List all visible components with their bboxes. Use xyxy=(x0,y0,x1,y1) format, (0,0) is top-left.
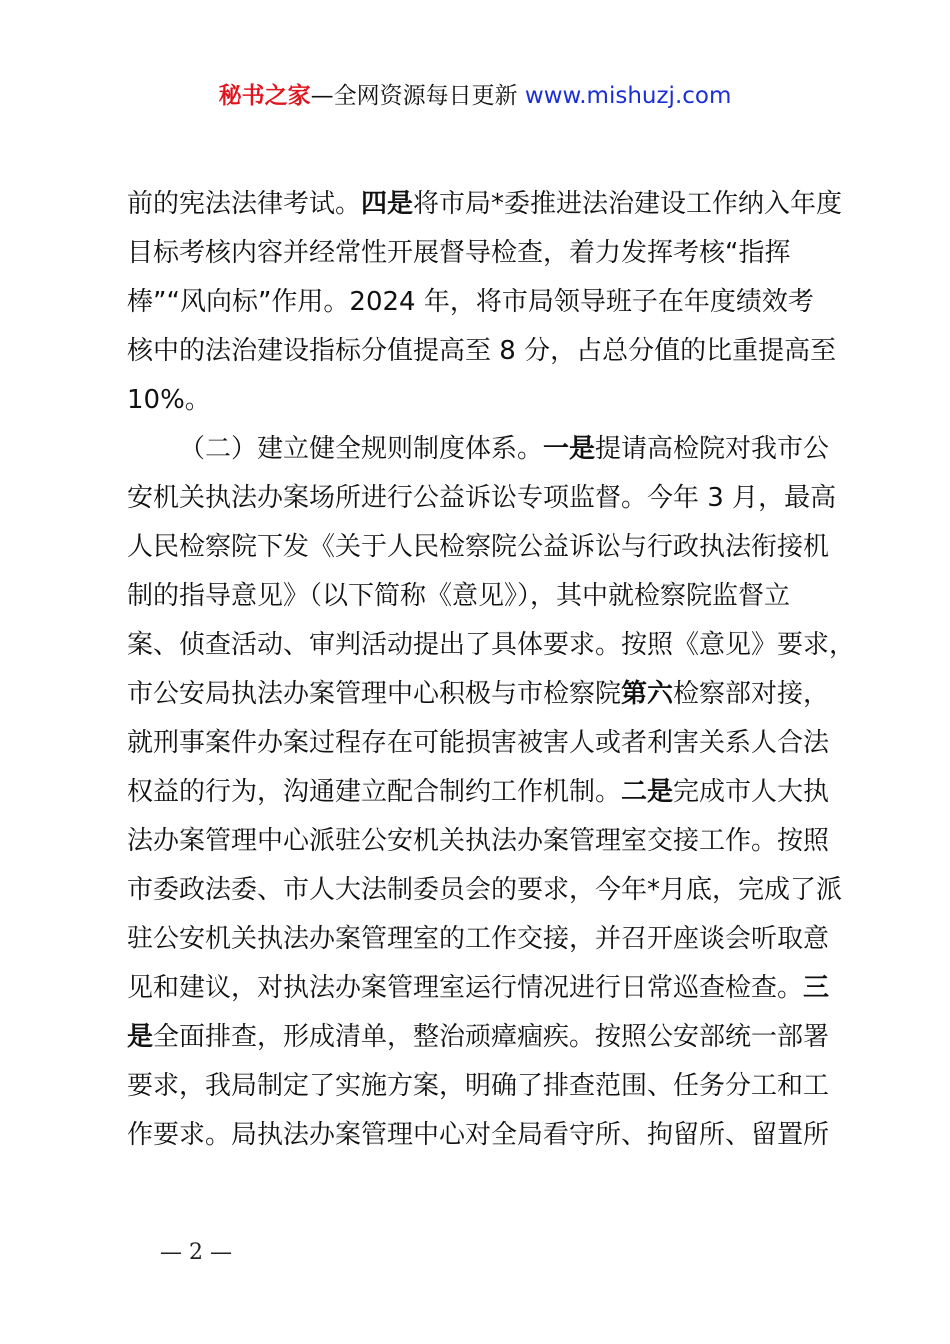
text-line: 作要求。局执法办案管理中心对全局看守所、拘留所、留置所 xyxy=(127,1120,830,1150)
bold-keyword: 一是 xyxy=(543,434,596,464)
bold-keyword: 是 xyxy=(127,1022,154,1052)
bold-keyword: 第六 xyxy=(621,679,674,709)
text-line: 案、侦查活动、审判活动提出了具体要求。按照《意见》要求， xyxy=(127,630,856,660)
text-line: 10%。 xyxy=(127,385,211,415)
text-line: 市委政法委、市人大法制委员会的要求，今年*月底，完成了派 xyxy=(127,875,843,905)
bold-keyword: 二是 xyxy=(621,777,674,807)
text-line: 核中的法治建设指标分值提高至 8 分，占总分值的比重提高至 xyxy=(127,336,837,366)
text-line: 制的指导意见》（以下简称《意见》），其中就检察院监督立 xyxy=(127,581,791,611)
text-line: 要求，我局制定了实施方案，明确了排查范围、任务分工和工 xyxy=(127,1071,830,1101)
text-line: 权益的行为，沟通建立配合制约工作机制。二是完成市人大执 xyxy=(127,777,830,807)
site-url-link[interactable]: www.mishuzj.com xyxy=(524,83,732,109)
section-heading-line: （二）建立健全规则制度体系。一是提请高检院对我市公 xyxy=(179,434,830,464)
text-line: 法办案管理中心派驻公安机关执法办案管理室交接工作。按照 xyxy=(127,826,830,856)
document-body xyxy=(127,180,856,1160)
page-number: — 2 — xyxy=(160,1240,232,1265)
site-brand: 秘书之家 xyxy=(218,83,311,109)
site-header xyxy=(0,80,950,112)
text-line: 安机关执法办案场所进行公益诉讼专项监督。今年 3 月，最高 xyxy=(127,483,837,513)
text-line: 就刑事案件办案过程存在可能损害被害人或者利害关系人合法 xyxy=(127,728,830,758)
site-tagline: —全网资源每日更新 xyxy=(310,83,525,109)
bold-keyword: 四是 xyxy=(361,189,414,219)
text-line: 驻公安机关执法办案管理室的工作交接，并召开座谈会听取意 xyxy=(127,924,830,954)
text-line: 是全面排查，形成清单，整治顽瘴痼疾。按照公安部统一部署 xyxy=(127,1022,830,1052)
bold-keyword: 三 xyxy=(803,973,830,1003)
text-line: 棒”“风向标”作用。2024 年，将市局领导班子在年度绩效考 xyxy=(127,287,814,317)
section-heading: （二）建立健全规则制度体系。 xyxy=(179,434,544,464)
text-line: 人民检察院下发《关于人民检察院公益诉讼与行政执法衔接机 xyxy=(127,532,830,562)
text-line: 见和建议，对执法办案管理室运行情况进行日常巡查检查。三 xyxy=(127,973,830,1003)
text-line: 目标考核内容并经常性开展督导检查，着力发挥考核“指挥 xyxy=(127,238,791,268)
text-line: 市公安局执法办案管理中心积极与市检察院第六检察部对接， xyxy=(127,679,830,709)
text-line: 前的宪法法律考试。四是将市局*委推进法治建设工作纳入年度 xyxy=(127,189,843,219)
